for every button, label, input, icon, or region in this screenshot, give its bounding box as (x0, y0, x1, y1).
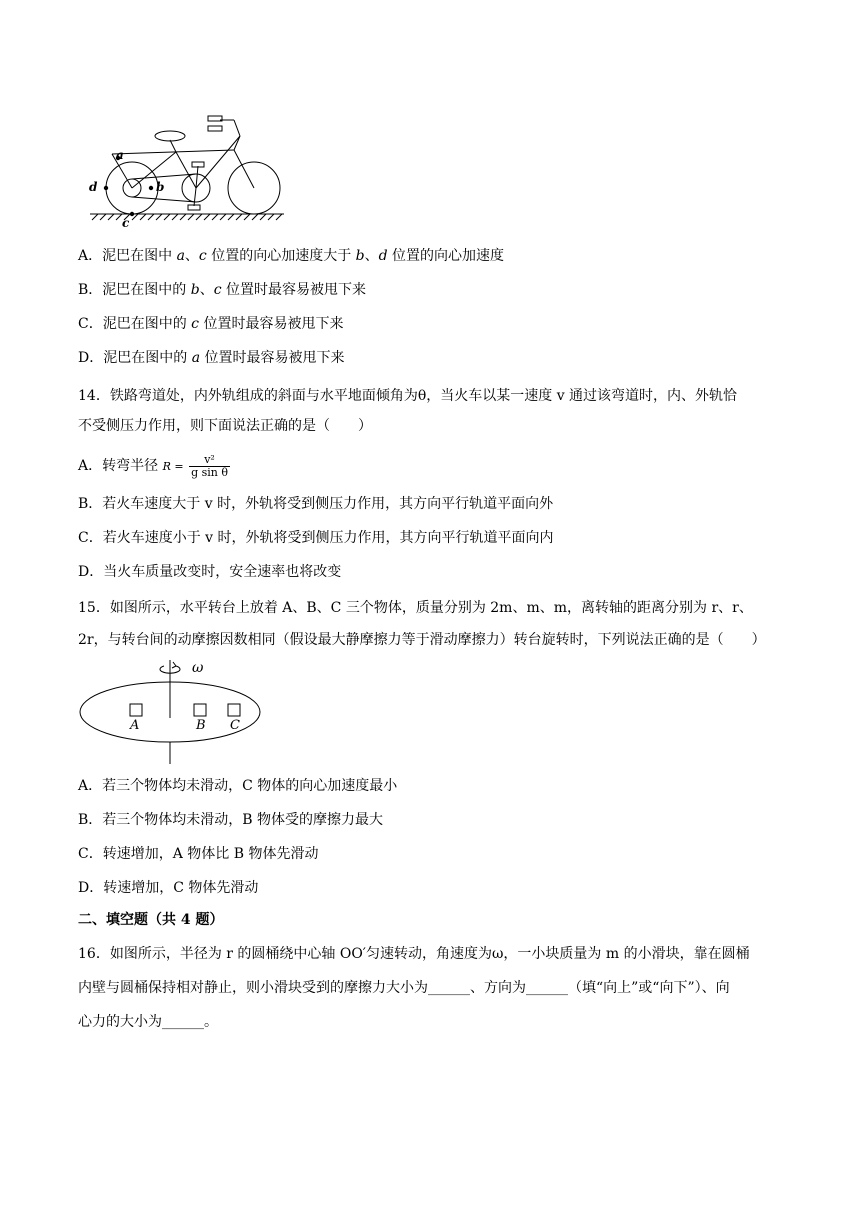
section-title-fill-in: 二、填空题（共 4 题） (78, 912, 224, 928)
q14-option-b: B．若火车速度大于 v 时，外轨将受到侧压力作用，其方向平行轨道平面向外 (78, 496, 554, 512)
turntable-label-c: C (230, 718, 240, 733)
turntable-label-b: B (196, 718, 206, 733)
q13-option-c: C．泥巴在图中的 c 位置时最容易被甩下来 (78, 316, 344, 332)
q14-stem-line1: 14．铁路弯道处，内外轨组成的斜面与水平地面倾角为θ，当火车以某一速度 v 通过该弯道时，内、外轨恰 (78, 388, 738, 404)
bicycle-label-d: d (89, 180, 98, 194)
q15-option-a: A．若三个物体均未滑动，C 物体的向心加速度最小 (78, 778, 398, 794)
q16-line1: 16．如图所示，半径为 r 的圆桶绕中心轴 OO′匀速转动，角速度为ω，一小块质量为 m 的小滑块，靠在圆桶 (78, 946, 750, 962)
q15-option-c: C．转速增加，A 物体比 B 物体先滑动 (78, 846, 319, 862)
q16-line2: 内壁与圆桶保持相对静止，则小滑块受到的摩擦力大小为______、方向为______（填“向上”或“向下”）、向 (78, 980, 730, 996)
q15-option-b: B．若三个物体均未滑动，B 物体受的摩擦力最大 (78, 812, 384, 828)
q14-option-a: A．转弯半径 R = $\frac{\text{v²}}{\text{g sin θ}}$ (78, 452, 228, 479)
q13-option-b: B．泥巴在图中的 b、c 位置时最容易被甩下来 (78, 282, 367, 298)
bicycle-label-c: c (122, 216, 130, 230)
turntable-figure (78, 656, 268, 768)
q14-stem-line2: 不受侧压力作用，则下面说法正确的是（ ） (78, 418, 372, 434)
q14-option-d: D．当火车质量改变时，安全速率也将改变 (78, 564, 342, 580)
radius-formula: $\frac{\text{v²}}{\text{g sin θ}}$ (191, 452, 228, 479)
q15-option-d: D．转速增加，C 物体先滑动 (78, 880, 259, 896)
turntable-label-a: A (130, 718, 140, 733)
bicycle-label-b: b (156, 180, 165, 194)
q13-option-a: A．泥巴在图中 a、c 位置的向心加速度大于 b、d 位置的向心加速度 (78, 248, 505, 264)
q15-stem-line2: 2r，与转台间的动摩擦因数相同（假设最大静摩擦力等于滑动摩擦力）转台旋转时，下列说法正确的是（ ） (78, 632, 766, 648)
q13-option-d: D．泥巴在图中的 a 位置时最容易被甩下来 (78, 350, 345, 366)
q16-line3: 心力的大小为______。 (78, 1014, 218, 1030)
bicycle-label-a: a (116, 148, 124, 162)
q14-option-c: C．若火车速度小于 v 时，外轨将受到侧压力作用，其方向平行轨道平面向内 (78, 530, 554, 546)
turntable-omega-label: ω (192, 660, 204, 676)
bicycle-figure (84, 112, 294, 232)
q15-stem-line1: 15．如图所示，水平转台上放着 A、B、C 三个物体，质量分别为 2m、m、m，离转轴的距离分别为 r、r、 (78, 600, 753, 616)
